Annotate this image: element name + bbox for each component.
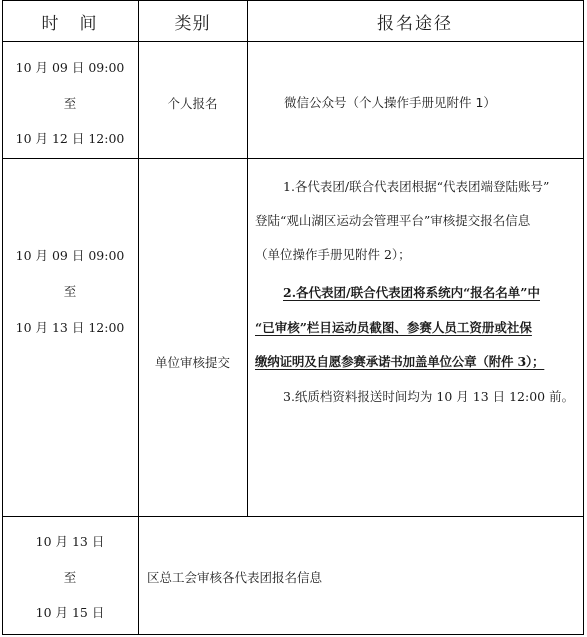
header-time: 时 间 bbox=[41, 14, 99, 34]
header-route: 报名途径 bbox=[377, 14, 453, 34]
table-bottom-border bbox=[2, 634, 584, 635]
row2-category: 单位审核提交 bbox=[154, 355, 230, 370]
row2-route-line-2: 登陆“观山湖区运动会管理平台”审核提交报名信息 bbox=[255, 213, 531, 228]
header-divider bbox=[2, 41, 584, 42]
table-top-border bbox=[2, 0, 584, 1]
row2-route-line-7: 3.纸质档资料报送时间均为 10 月 13 日 12:00 前。 bbox=[283, 389, 575, 404]
row2-route-line-4: 2.各代表团/联合代表团将系统内“报名名单”中 bbox=[283, 285, 540, 300]
row3-time-start: 10 月 13 日 bbox=[35, 534, 105, 549]
row1-time-start: 10 月 09 日 09:00 bbox=[15, 60, 125, 75]
row2-divider bbox=[2, 516, 584, 517]
row2-time-to: 至 bbox=[63, 284, 77, 299]
table-right-border bbox=[583, 0, 584, 635]
row1-time-end: 10 月 12 日 12:00 bbox=[15, 131, 125, 146]
row1-category: 个人报名 bbox=[167, 96, 218, 111]
row2-route-line-1: 1.各代表团/联合代表团根据“代表团端登陆账号” bbox=[283, 179, 550, 194]
row3-time-to: 至 bbox=[63, 570, 77, 585]
row3-time-end: 10 月 15 日 bbox=[35, 605, 105, 620]
row2-time-end: 10 月 13 日 12:00 bbox=[15, 320, 125, 335]
row2-route-line-3: （单位操作手册见附件 2）； bbox=[255, 247, 411, 262]
row1-divider bbox=[2, 158, 584, 159]
header-category: 类别 bbox=[174, 14, 211, 34]
row2-route-line-5: “已审核”栏目运动员截图、参赛人员工资册或社保 bbox=[255, 320, 532, 335]
row2-time-start: 10 月 09 日 09:00 bbox=[15, 248, 125, 263]
row3-route: 区总工会审核各代表团报名信息 bbox=[147, 570, 323, 585]
row2-route-line-6: 缴纳证明及自愿参赛承诺书加盖单位公章（附件 3）； bbox=[255, 354, 545, 369]
column-divider-2 bbox=[247, 0, 248, 517]
row1-route: 微信公众号（个人操作手册见附件 1） bbox=[284, 95, 496, 110]
row1-time-to: 至 bbox=[63, 96, 77, 111]
